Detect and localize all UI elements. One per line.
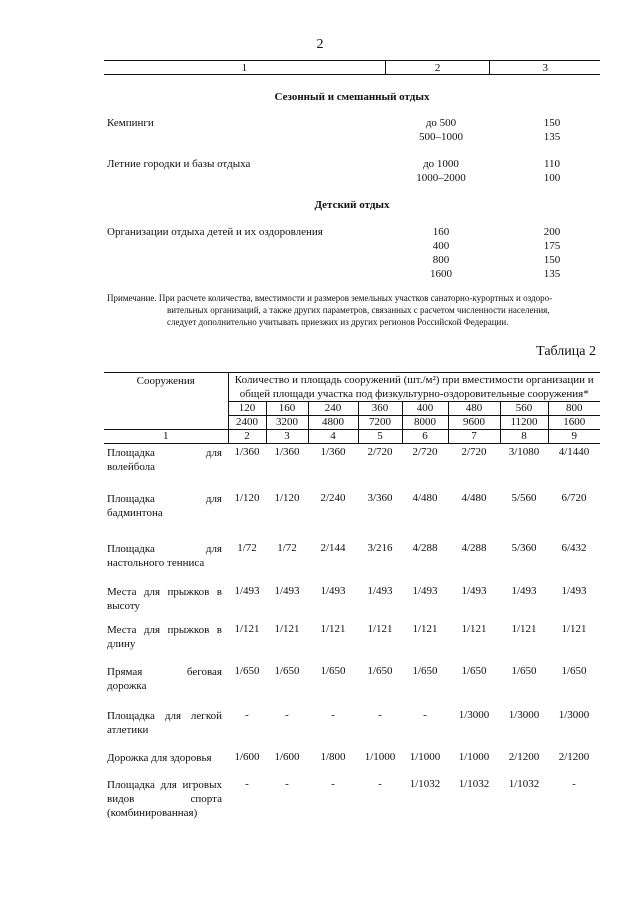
facility-name: Кемпинги <box>107 117 154 129</box>
facility-name: Площадка для волейбола <box>107 447 222 473</box>
facility-name: Места для прыжков в высоту <box>107 586 222 612</box>
table-cell: 560 <box>500 402 548 416</box>
table-cell: 1/600 <box>234 751 260 763</box>
value: 1600 <box>430 268 452 280</box>
table-cell: 1/121 <box>320 623 346 635</box>
table-cell: - <box>285 778 289 790</box>
top-col-2-header: 2 <box>385 61 490 75</box>
table-cell: 1/360 <box>320 446 346 458</box>
facility-name: Площадка для игровых видов спорта (комбинированная) <box>107 779 222 819</box>
facility-name: Прямая беговая дорожка <box>107 666 222 692</box>
table-row <box>104 776 600 820</box>
table-cell: 4/480 <box>412 492 438 504</box>
table-cell: 2/720 <box>412 446 438 458</box>
table-cell: 2/720 <box>367 446 393 458</box>
list-item <box>107 157 561 184</box>
table-cell: 2/1200 <box>558 751 590 763</box>
table-row <box>104 663 600 707</box>
table-cell: 4 <box>308 430 358 444</box>
table-cell: 1/121 <box>461 623 487 635</box>
table-row <box>104 707 600 749</box>
table-cell: - <box>378 709 382 721</box>
section-title: Детский отдых <box>314 199 390 211</box>
page-number: 2 <box>316 37 324 52</box>
table-cell: 160 <box>266 402 308 416</box>
note-line: Примечание. При расчете количества, вместимости и размеров земельных участков санаторно-курортных и оздоро- <box>107 293 553 303</box>
sports-facilities-table <box>104 372 600 820</box>
table-cell: 1/121 <box>367 623 393 635</box>
value: 175 <box>543 240 561 252</box>
col-header-main: Количество и площадь сооружений (шт./м²) при вместимости организации и общей площади участка под физкультурно-оздоровительные сооружения* <box>228 373 600 402</box>
table-cell: 1/120 <box>274 492 300 504</box>
table-cell: 1/121 <box>412 623 438 635</box>
table-cell: 1/1032 <box>409 778 441 790</box>
table-cell: 1/1000 <box>364 751 396 763</box>
note-line: вительных организаций, а также других параметров, связанных с расчетом численности населения, <box>167 305 550 315</box>
table-caption: Таблица 2 <box>536 344 596 359</box>
table-cell: 480 <box>448 402 500 416</box>
table-cell: 1 <box>104 430 228 444</box>
table-cell: 1/650 <box>511 665 537 677</box>
table-cell: - <box>245 709 249 721</box>
col-header-facilities: Сооружения <box>104 373 228 430</box>
table-cell: 1/650 <box>561 665 587 677</box>
table-cell: 1/72 <box>237 542 257 554</box>
table-cell: 7200 <box>358 416 402 430</box>
value: до 1000 <box>423 158 459 170</box>
table-cell: 1600 <box>548 416 600 430</box>
table-cell: 2/144 <box>320 542 346 554</box>
note-line: следует дополнительно учитывать приезжих из других регионов Российской Федерации. <box>167 317 509 327</box>
table-cell: 6/720 <box>561 492 587 504</box>
table-cell: 1/650 <box>461 665 487 677</box>
table-row <box>104 749 600 776</box>
table-cell: 11200 <box>500 416 548 430</box>
table-cell: 1/493 <box>320 585 346 597</box>
table-cell: 1/1000 <box>458 751 490 763</box>
section-title: Сезонный и смешанный отдых <box>274 91 430 103</box>
table-cell: 5 <box>358 430 402 444</box>
table-cell: 1/3000 <box>508 709 540 721</box>
table-cell: 9 <box>548 430 600 444</box>
table-cell: 5/360 <box>511 542 537 554</box>
table-cell: 1/800 <box>320 751 346 763</box>
table-cell: - <box>331 709 335 721</box>
table-cell: 1/1032 <box>508 778 540 790</box>
table-cell: 1/493 <box>561 585 587 597</box>
table-cell: 1/121 <box>234 623 260 635</box>
table-cell: 4/1440 <box>558 446 590 458</box>
value: 500–1000 <box>419 131 463 143</box>
table-cell: 7 <box>448 430 500 444</box>
table-cell: 1/121 <box>561 623 587 635</box>
value: 1000–2000 <box>416 172 466 184</box>
facility-name: Дорожка для здоровья <box>107 752 212 764</box>
table-cell: - <box>572 778 576 790</box>
top-col-1-header: 1 <box>104 61 385 75</box>
table-cell: 360 <box>358 402 402 416</box>
table-row <box>104 444 600 491</box>
list-item <box>107 225 561 280</box>
table-cell: 2400 <box>228 416 266 430</box>
table-cell: 1/1000 <box>409 751 441 763</box>
column-numbers-row <box>104 430 600 444</box>
capacity-values <box>389 157 493 185</box>
top-table-header <box>104 60 600 75</box>
footnote <box>107 292 597 328</box>
table-cell: 3200 <box>266 416 308 430</box>
table-cell: 240 <box>308 402 358 416</box>
value: 150 <box>543 117 561 129</box>
table-cell: 3 <box>266 430 308 444</box>
list-item <box>107 116 561 143</box>
value: 110 <box>543 158 561 170</box>
table-cell: 1/650 <box>412 665 438 677</box>
table-cell: 9600 <box>448 416 500 430</box>
capacity-values <box>389 225 493 281</box>
table-cell: 1/121 <box>511 623 537 635</box>
facility-name: Места для прыжков в длину <box>107 624 222 650</box>
top-col-3-header: 3 <box>490 61 600 75</box>
table-cell: 2 <box>228 430 266 444</box>
table-cell: 4800 <box>308 416 358 430</box>
value: 135 <box>543 268 561 280</box>
table-cell: 1/493 <box>511 585 537 597</box>
table-cell: 1/493 <box>274 585 300 597</box>
table-cell: 1/650 <box>320 665 346 677</box>
table-cell: 400 <box>402 402 448 416</box>
table-cell: 1/493 <box>412 585 438 597</box>
table-cell: 1/72 <box>277 542 297 554</box>
facility-name: Организации отдыха детей и их оздоровления <box>107 226 323 238</box>
table-cell: 5/560 <box>511 492 537 504</box>
table-cell: 6/432 <box>561 542 587 554</box>
value: 100 <box>543 172 561 184</box>
table-cell: 3/1080 <box>508 446 540 458</box>
capacity-values <box>389 116 493 144</box>
table-cell: 1/600 <box>274 751 300 763</box>
facility-name: Площадка для легкой атлетики <box>107 710 222 736</box>
table-cell: 8000 <box>402 416 448 430</box>
table-cell: 1/493 <box>461 585 487 597</box>
facility-name: Площадка для бадминтона <box>107 493 222 519</box>
table-cell: 1/121 <box>274 623 300 635</box>
table-cell: 1/650 <box>234 665 260 677</box>
norm-values <box>497 225 607 281</box>
table-cell: 1/650 <box>367 665 393 677</box>
table-cell: 4/288 <box>461 542 487 554</box>
table-row <box>104 621 600 663</box>
table-cell: 1/1032 <box>458 778 490 790</box>
table-cell: 800 <box>548 402 600 416</box>
value: 160 <box>432 226 450 238</box>
value: 200 <box>543 226 561 238</box>
norm-values <box>497 157 607 185</box>
table-cell: 3/216 <box>367 542 393 554</box>
table-cell: 1/493 <box>367 585 393 597</box>
value: 400 <box>432 240 450 252</box>
facility-name: Летние городки и базы отдыха <box>107 158 251 170</box>
value: до 500 <box>425 117 457 129</box>
table-cell: 1/3000 <box>558 709 590 721</box>
table-cell: 1/650 <box>274 665 300 677</box>
table-cell: 4/480 <box>461 492 487 504</box>
table-row <box>104 540 600 583</box>
table-cell: 3/360 <box>367 492 393 504</box>
value: 150 <box>543 254 561 266</box>
table-cell: 6 <box>402 430 448 444</box>
table-cell: 1/360 <box>274 446 300 458</box>
table-cell: 1/360 <box>234 446 260 458</box>
table-row <box>104 583 600 621</box>
table-cell: - <box>285 709 289 721</box>
table-cell: - <box>245 778 249 790</box>
table-cell: 120 <box>228 402 266 416</box>
table-cell: - <box>423 709 427 721</box>
facility-name: Площадка для настольного тенниса <box>107 543 222 569</box>
value: 135 <box>543 131 561 143</box>
table-cell: - <box>331 778 335 790</box>
table-cell: 1/120 <box>234 492 260 504</box>
table-cell: 2/720 <box>461 446 487 458</box>
table-cell: 4/288 <box>412 542 438 554</box>
table-cell: - <box>378 778 382 790</box>
table-cell: 2/1200 <box>508 751 540 763</box>
table-cell: 2/240 <box>320 492 346 504</box>
norm-values <box>497 116 607 144</box>
table-row <box>104 490 600 540</box>
table-cell: 8 <box>500 430 548 444</box>
table-cell: 1/493 <box>234 585 260 597</box>
table-cell: 1/3000 <box>458 709 490 721</box>
value: 800 <box>432 254 450 266</box>
